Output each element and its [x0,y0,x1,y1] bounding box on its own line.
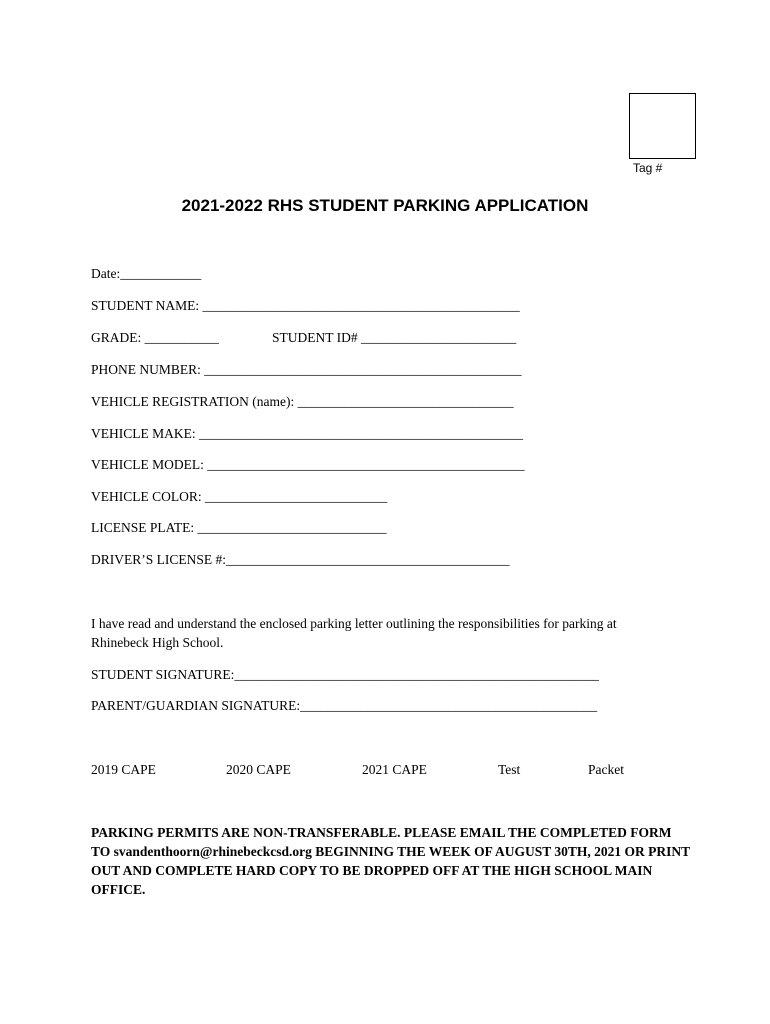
vehicle-make-field[interactable]: VEHICLE MAKE: ________________________________________________ [91,426,523,441]
option-test: Test [498,762,521,777]
tag-number-label: Tag # [633,161,663,175]
option-2020-cape: 2020 CAPE [226,762,291,777]
option-packet: Packet [588,762,624,777]
date-field[interactable]: Date:____________ [91,266,202,281]
grade-field[interactable]: GRADE: ___________ [91,330,219,345]
parent-signature-field[interactable]: PARENT/GUARDIAN SIGNATURE:____________________________________________ [91,698,598,713]
tag-number-box[interactable] [629,93,696,159]
page-title: 2021-2022 RHS STUDENT PARKING APPLICATION [181,196,589,215]
drivers-license-field[interactable]: DRIVER’S LICENSE #:__________________________________________ [91,552,510,567]
option-2021-cape: 2021 CAPE [362,762,427,777]
option-2019-cape: 2019 CAPE [91,762,156,777]
vehicle-color-field[interactable]: VEHICLE COLOR: ___________________________ [91,489,388,504]
student-name-field[interactable]: STUDENT NAME: _______________________________________________ [91,298,520,313]
vehicle-registration-field[interactable]: VEHICLE REGISTRATION (name): ________________________________ [91,394,514,409]
acknowledgement-text: I have read and understand the enclosed parking letter outlining the responsibilities for parking at Rhinebeck High School. [91,616,617,650]
student-signature-field[interactable]: STUDENT SIGNATURE:______________________________________________________ [91,667,599,682]
license-plate-field[interactable]: LICENSE PLATE: ____________________________ [91,520,387,535]
phone-number-field[interactable]: PHONE NUMBER: _______________________________________________ [91,362,522,377]
submission-notice: PARKING PERMITS ARE NON-TRANSFERABLE. PLEASE EMAIL THE COMPLETED FORM TO svandenthoorn@rhinebeckcsd.org BEGINNING THE WEEK OF AUGUST 30TH, 2021 OR PRINT OUT AND COMPLETE HARD COPY TO BE DROPPED OFF AT THE HIGH SCHOOL MAIN OFFICE. [91,825,690,897]
student-id-field[interactable]: STUDENT ID# _______________________ [272,330,517,345]
vehicle-model-field[interactable]: VEHICLE MODEL: _______________________________________________ [91,457,525,472]
